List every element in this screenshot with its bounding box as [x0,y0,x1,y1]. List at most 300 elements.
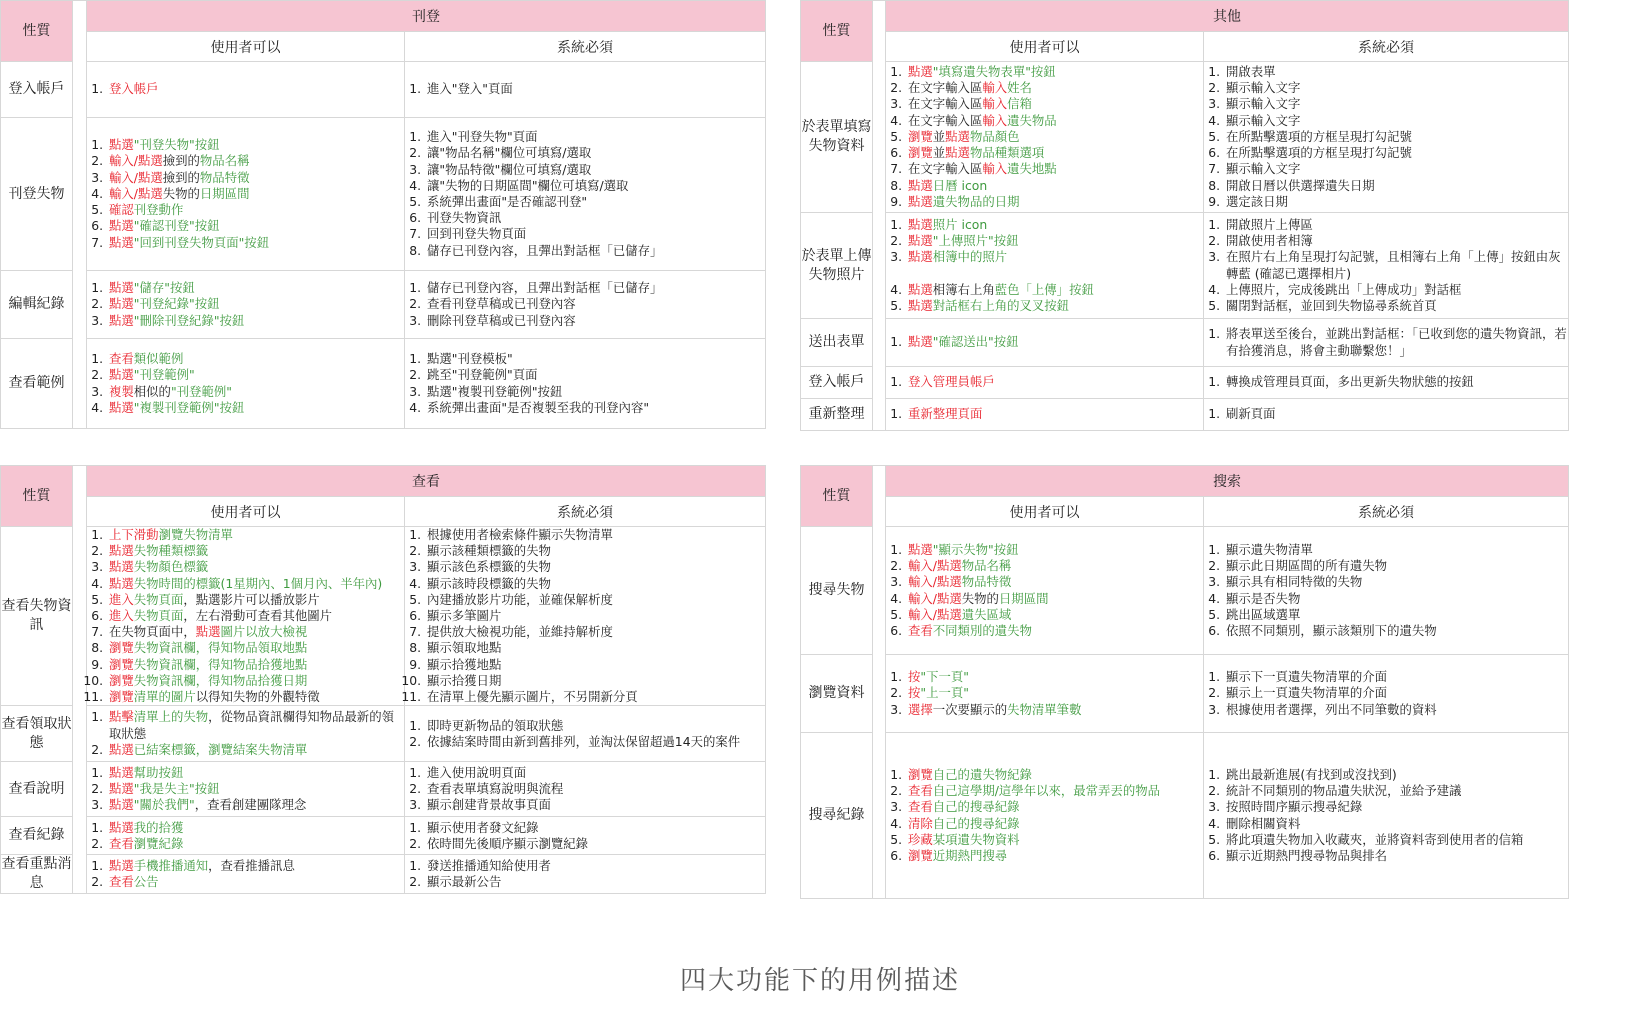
system-actions [1204,213,1569,319]
row-label: 搜尋失物 [801,527,873,655]
list-item-text: 輸入 [982,96,1008,112]
user-actions [87,855,405,894]
list-item [906,702,1203,718]
list-item-text: 照片 icon [932,216,988,232]
list-item [906,96,1203,112]
list-item-text: 點選 [908,297,933,313]
numbered-list [405,718,765,750]
list-item-text: 顯示該時段標籤的失物 [427,575,551,591]
list-item [107,559,404,575]
list-item [1224,574,1568,590]
list-item-text: 按 [908,685,921,701]
list-item [425,781,765,797]
list-item [906,249,1203,265]
list-item-text: ，從物品資訊欄得知物品最新的領取狀態 [109,709,394,741]
list-item-text: 點選 [109,857,134,873]
list-item [425,689,765,705]
numbered-list [405,280,765,329]
list-item-text: 類似範例 [133,351,184,367]
list-item-text: 姓名 [1007,80,1032,96]
list-item [906,233,1203,249]
list-item [1224,623,1568,639]
user-actions [87,762,405,817]
list-item [425,718,765,734]
list-item-text: 顯示創建背景故事頁面 [427,797,551,813]
list-item [425,527,765,543]
column-gap [873,1,886,431]
list-item-text: 即時更新物品的領取狀態 [427,717,564,733]
list-item-text: "填寫遺失物表單"按鈕 [932,64,1056,80]
list-item [107,137,404,153]
list-item-text: 遺失物品 [1007,112,1057,128]
list-item-text: 失物頁面 [133,591,184,607]
list-item-text: 點選 [908,281,933,297]
list-item-text: 顯示上一頁遺失物清單的介面 [1226,685,1388,701]
list-item-text: "刪除刊登紀錄"按鈕 [133,312,245,328]
list-item [425,351,765,367]
list-item [425,400,765,416]
list-item [425,243,765,259]
list-item [1224,816,1568,832]
list-item-text: 瀏覽 [109,656,134,672]
list-item-text: 公告 [133,874,159,890]
list-item [425,194,765,210]
list-item [1224,591,1568,607]
list-item-text: 點選 [908,249,933,265]
list-item [906,80,1203,96]
numbered-list [1204,406,1568,422]
list-item [107,797,404,813]
list-item [906,217,1203,233]
list-item-text: 在文字輸入區 [908,80,983,96]
list-item-text: 跳出區域選單 [1226,606,1301,622]
column-gap [873,466,886,899]
list-item-text: 查看 [908,799,933,815]
row-label: 重新整理 [801,399,873,431]
row-label: 於表單上傳失物照片 [801,213,873,319]
list-item-text: 輸入/點選 [908,574,962,590]
numbered-list [87,81,404,97]
list-item [425,657,765,673]
list-item-text: "上一頁" [920,685,969,701]
list-item-text: 將表單送至後台，並跳出對話框：「已收到您的遺失物資訊，若有拾獲消息，將會主動聯繫您！」 [1226,326,1567,358]
list-item [425,384,765,400]
section-title: 搜索 [886,466,1569,497]
nature-header: 性質 [1,1,73,62]
list-item-text: 依時間先後順序顯示瀏覽紀錄 [427,835,589,851]
list-item [425,129,765,145]
list-item-text: 查看 [109,874,134,890]
list-item-text: 瀏覽紀錄 [133,835,184,851]
other-usecase-table [800,0,1569,431]
list-item-text: 關閉對話框，並回到失物協尋系統首頁 [1226,297,1437,313]
list-item-text: 瀏覽 [109,640,134,656]
list-item [906,558,1203,574]
list-item-text: 輸入/點選 [908,590,962,606]
list-item [425,640,765,656]
numbered-list [886,374,1203,390]
list-item-text: 點選 [109,764,134,780]
list-item-text: 跳出最新進展(有找到或沒找到) [1226,766,1397,782]
list-item-text: 遺失地點 [1007,161,1057,177]
user-actions [886,655,1204,733]
list-item [107,781,404,797]
list-item-text: 轉換成管理員頁面，多出更新失物狀態的按鈕 [1226,374,1474,390]
row-label: 查看失物資訊 [1,527,73,706]
list-item-text: 顯示最新公告 [427,874,502,890]
list-item-text: ，左右滑動可查看其他圖片 [183,608,333,624]
list-item-text: 儲存已刊登內容，且彈出對話框「已儲存」 [427,280,663,296]
list-item [425,313,765,329]
list-item-text: 查看表單填寫說明與流程 [427,781,564,797]
list-item-text: 儲存已刊登內容，且彈出對話框「已儲存」 [427,242,663,258]
list-item-text: 自己這學期/這學年以來，最常弄丟的物品 [932,783,1160,799]
list-item-text: 近期熱門搜尋 [932,847,1008,863]
list-item [425,734,765,750]
list-item-text: 點選 [945,128,970,144]
list-item-text: "我是失主"按鈕 [133,781,220,797]
list-item [107,280,404,296]
list-item-text: 失物清單筆數 [1007,701,1082,717]
list-item-text: 輸入/點選 [109,185,163,201]
list-item-text: 撿到的 [162,169,200,185]
list-item-text: 清單的圖片 [133,689,196,705]
list-item [425,178,765,194]
list-item-text: 刊登動作 [133,202,184,218]
list-item-text: 以得知失物的外觀特徵 [195,689,320,705]
list-item-text: 瀏覽失物清單 [158,527,233,542]
list-item [107,186,404,202]
list-item-text: 登入帳戶 [109,81,159,97]
list-item [906,266,1203,282]
figure-caption: 四大功能下的用例描述 [679,966,960,996]
list-item [1224,217,1568,233]
system-actions [1204,367,1569,399]
list-item [425,81,765,97]
user-actions [886,367,1204,399]
list-item [107,576,404,592]
list-item-text: 回到刊登失物頁面 [427,226,527,242]
row-label: 查看紀錄 [1,817,73,855]
list-item-text: 刷新頁面 [1226,406,1276,422]
list-item [906,161,1203,177]
list-item [425,592,765,608]
system-actions [405,339,766,429]
list-item-text: 輸入/點選 [908,606,962,622]
list-item [906,145,1203,161]
user-actions [87,62,405,118]
list-item-text: "回到刊登失物頁面"按鈕 [133,234,270,250]
list-item [425,296,765,312]
list-item [1224,669,1568,685]
list-item-text: 顯示具有相同特徵的失物 [1226,574,1363,590]
user-actions [87,339,405,429]
numbered-list [87,351,404,416]
list-item-text: 讓"失物的日期區間"欄位可填寫/選取 [427,177,629,193]
list-item [425,226,765,242]
list-item-text: 相似的 [133,383,171,399]
numbered-list [1204,669,1568,718]
row-label: 編輯紀錄 [1,271,73,339]
list-item-text: "複製刊登範例"按鈕 [133,399,245,415]
user-can-header: 使用者可以 [886,32,1204,62]
system-actions [405,62,766,118]
list-item-text: 物品顏色 [969,128,1020,144]
user-actions [87,118,405,271]
list-item [107,400,404,416]
list-item [906,334,1203,350]
list-item [906,194,1203,210]
row-label: 查看範例 [1,339,73,429]
list-item [906,848,1203,864]
row-label: 登入帳戶 [1,62,73,118]
nature-header: 性質 [801,466,873,527]
list-item-text: 瀏覽 [109,689,134,705]
list-item [1224,161,1568,177]
list-item-text: 並 [932,145,946,161]
list-item-text: 物品特徵 [199,169,250,185]
list-item [1224,249,1568,281]
list-item-text: 點擊 [109,709,134,725]
list-item-text: 選定該日期 [1226,193,1288,209]
list-item-text: 跳至"刊登範例"頁面 [427,367,538,383]
list-item [107,673,404,689]
list-item-text: 我的拾獲 [133,819,184,835]
system-actions [1204,399,1569,431]
numbered-list [405,351,765,416]
list-item-text: 開啟使用者相簿 [1226,233,1313,249]
list-item-text: 幫助按鈕 [133,764,184,780]
list-item-text: 顯示輸入文字 [1226,112,1301,128]
list-item-text: 在文字輸入區 [908,96,983,112]
list-item [1224,96,1568,112]
numbered-list [405,858,765,890]
list-item [1224,848,1568,864]
list-item-text: 在照片右上角呈現打勾記號，且相簿右上角「上傳」按鈕由灰轉藍 (確認已選擇相片) [1226,249,1561,281]
numbered-list [405,81,765,97]
system-actions [405,762,766,817]
list-item-text: 點選 [945,145,970,161]
list-item-text: 輸入 [982,161,1008,177]
list-item [425,576,765,592]
post-usecase-table [0,0,766,429]
list-item [425,797,765,813]
user-actions [87,706,405,762]
list-item-text: 自己的遺失物紀錄 [932,766,1032,782]
numbered-list [405,129,765,259]
numbered-list [87,709,404,758]
list-item [1224,832,1568,848]
list-item-text: 不同類別的遺失物 [932,622,1032,638]
view-usecase-table [0,465,766,894]
numbered-list [886,542,1203,639]
list-item-text: 撿到的 [162,153,200,169]
list-item [1224,282,1568,298]
list-item-text: 點選 [109,280,134,296]
column-gap [73,1,87,429]
list-item [107,742,404,758]
system-actions [405,271,766,339]
system-must-header: 系統必須 [405,497,766,527]
user-actions [886,213,1204,319]
list-item-text: 內建播放影片功能，並確保解析度 [427,591,613,607]
numbered-list [405,820,765,852]
numbered-list [1204,326,1568,358]
list-item [425,836,765,852]
list-item-text: 進入"登入"頁面 [427,81,513,97]
list-item-text: 顯示使用者發文紀錄 [427,819,539,835]
list-item [1224,542,1568,558]
list-item [107,624,404,640]
list-item-text: "刊登範例" [170,383,232,399]
list-item [425,874,765,890]
list-item [1224,374,1568,390]
list-item [425,210,765,226]
list-item [107,296,404,312]
numbered-list [1204,64,1568,210]
list-item [1224,113,1568,129]
list-item [1224,702,1568,718]
list-item [107,543,404,559]
row-label: 送出表單 [801,319,873,367]
numbered-list [405,765,765,814]
list-item-text: 顯示輸入文字 [1226,96,1301,112]
list-item-text: 查看刊登草稿或已刊登內容 [427,296,576,312]
list-item-text: 失物時間的標籤(1星期內、1個月內、半年內) [133,575,383,591]
list-item-text: 瀏覽 [908,766,933,782]
list-item-text: 輸入 [982,80,1008,96]
list-item [107,202,404,218]
list-item-text: 相簿中的照片 [932,249,1008,265]
list-item-text: 顯示領取地點 [427,640,502,656]
list-item [1224,799,1568,815]
list-item-text: 點選 [109,781,134,797]
list-item-text: 遺失區域 [961,606,1012,622]
list-item [1224,783,1568,799]
list-item-text: 日期區間 [199,185,250,201]
numbered-list [886,669,1203,718]
list-item-text: 上下滑動 [109,527,159,542]
list-item-text: 手機推播通知 [133,857,209,873]
list-item [425,608,765,624]
list-item-text: 在所點擊選項的方框呈現打勾記號 [1226,145,1412,161]
list-item-text: 顯示輸入文字 [1226,161,1301,177]
list-item-text: 重新整理頁面 [908,406,983,422]
list-item [906,623,1203,639]
list-item-text: 系統彈出畫面"是否確認刊登" [427,194,588,209]
user-actions [886,62,1204,213]
numbered-list [87,527,404,705]
list-item [107,820,404,836]
list-item-text: 確認 [109,202,134,218]
list-item-text: 點選 [908,541,933,557]
list-item [107,592,404,608]
numbered-list [886,64,1203,210]
list-item [107,608,404,624]
list-item [1224,558,1568,574]
list-item [1224,326,1568,358]
list-item-text: 瀏覽 [109,672,134,688]
list-item-text: 輸入 [982,112,1008,128]
list-item-text: 顯示該種類標籤的失物 [427,543,551,559]
list-item [1224,178,1568,194]
list-item [906,799,1203,815]
list-item-text: 失物資訊欄，得知物品拾獲日期 [133,672,308,688]
list-item-text: 點選 [109,741,134,757]
user-can-header: 使用者可以 [87,32,405,62]
list-item-text: 輸入/點選 [109,153,163,169]
list-item [425,858,765,874]
list-item-text: "刊登範例" [133,367,195,383]
system-must-header: 系統必須 [1204,32,1569,62]
list-item [1224,233,1568,249]
list-item-text: 失物的 [961,590,999,606]
list-item [906,542,1203,558]
list-item-text: 刪除刊登草稿或已刊登內容 [427,312,576,328]
system-must-header: 系統必須 [1204,497,1569,527]
list-item-text: "下一頁" [920,669,969,685]
list-item [107,235,404,251]
list-item-text: 瀏覽 [908,847,933,863]
list-item [425,673,765,689]
numbered-list [405,527,765,705]
numbered-list [1204,542,1568,639]
list-item-text: 依據結案時間由新到舊排列，並淘汰保留超過14天的案件 [427,733,741,749]
list-item-text: 藍色「上傳」按鈕 [994,281,1094,297]
row-label: 搜尋紀錄 [801,733,873,899]
list-item [107,858,404,874]
list-item-text: 顯示多筆圖片 [427,608,502,624]
section-title: 刊登 [87,1,766,32]
list-item-text: 點選 [908,216,933,232]
list-item-text: "確認刊登"按鈕 [133,218,220,234]
nature-header: 性質 [1,466,73,527]
list-item-text: 日期區間 [998,590,1049,606]
list-item-text: 點選 [109,543,134,559]
system-must-header: 系統必須 [405,32,766,62]
row-label: 查看領取狀態 [1,706,73,762]
list-item-text: 點選 [908,233,933,249]
list-item-text: 在清單上優先顯示圖片，不另開新分頁 [427,689,638,705]
list-item-text: 查看 [109,351,134,367]
list-item-text: 顯示拾獲地點 [427,656,502,672]
list-item [107,874,404,890]
system-actions [405,118,766,271]
list-item-text: 按照時間序顯示搜尋紀錄 [1226,799,1363,815]
list-item [906,178,1203,194]
list-item-text: 在文字輸入區 [908,112,983,128]
list-item-text: 點選 [109,234,134,250]
list-item [107,218,404,234]
list-item-text: 顯示遺失物清單 [1226,541,1313,557]
list-item-text: 輸入/點選 [109,169,163,185]
list-item-text: 日曆 icon [932,177,988,193]
list-item-text: "刊登紀錄"按鈕 [133,296,220,312]
list-item [107,384,404,400]
list-item-text: 點選 [109,819,134,835]
numbered-list [1204,374,1568,390]
list-item-text: 在失物頁面中， [109,624,196,640]
list-item-text: 顯示拾獲日期 [427,672,502,688]
list-item-text: 登入管理員帳戶 [908,374,995,390]
list-item-text: 點選"複製刊登範例"按鈕 [427,383,563,399]
list-item-text: ，查看推播訊息 [208,857,295,873]
numbered-list [886,406,1203,422]
user-actions [87,271,405,339]
list-item-text: 物品名稱 [961,558,1012,574]
list-item-text: 統計不同類別的物品遺失狀況，並給予建議 [1226,783,1462,799]
list-item-text: 顯示輸入文字 [1226,80,1301,96]
